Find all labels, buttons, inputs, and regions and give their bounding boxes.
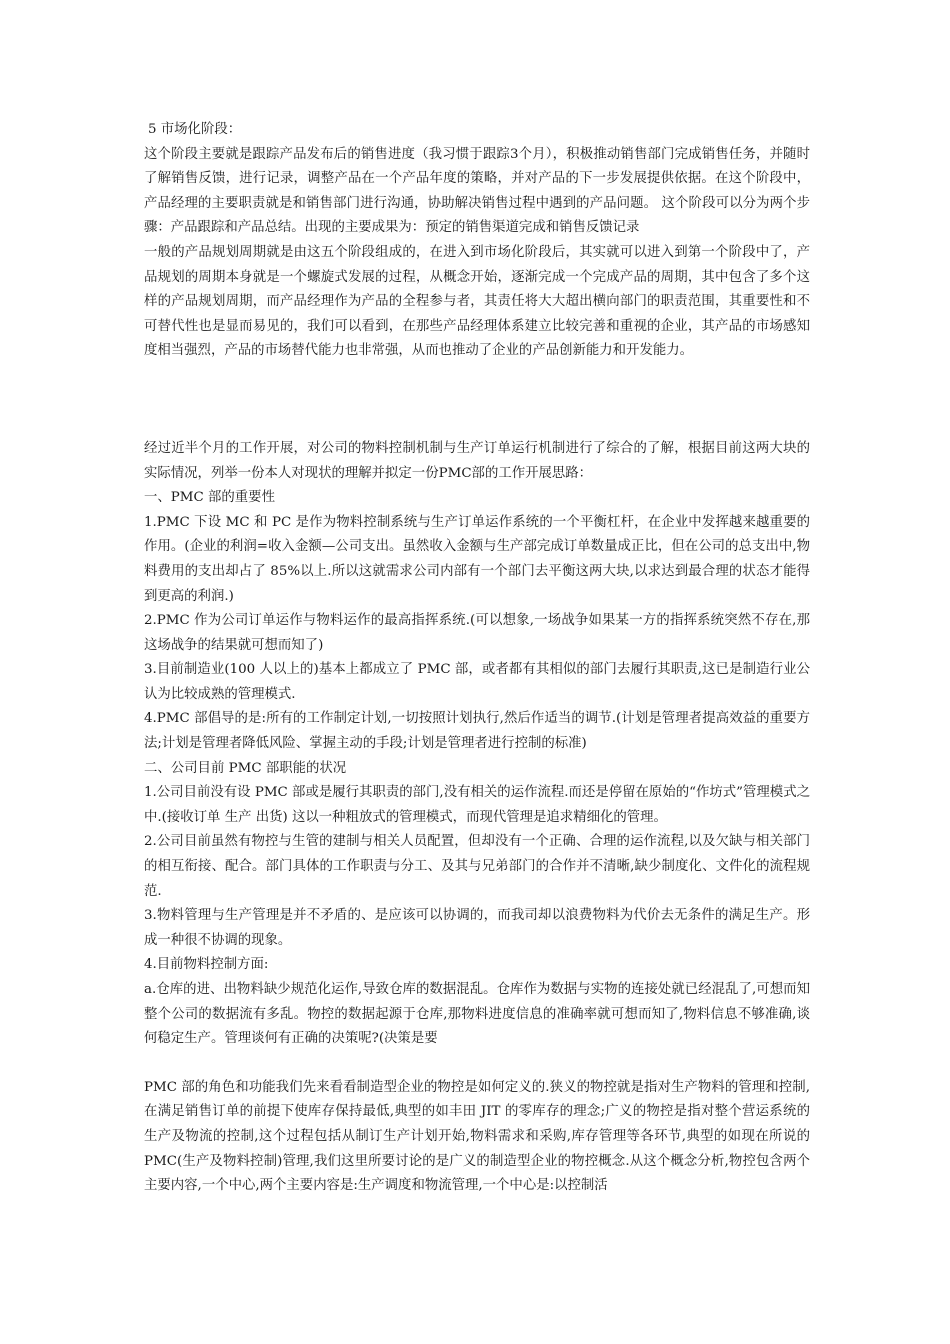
list-item: 2.PMC 作为公司订单运作与物料运作的最高指挥系统.(可以想象,一场战争如果某一方的指挥系统突然不存在,那这场战争的结果就可想而知了) [144,613,810,653]
list-item: 2.公司目前虽然有物控与生管的建制与相关人员配置，但却没有一个正确、合理的运作流程,以及欠缺与相关部门的相互衔接、配合。部门具体的工作职责与分工、及其与兄弟部门的合作并不清晰,缺少制度化、文件化的流程规范. [144,834,810,899]
paragraph-market-stage: 这个阶段主要就是跟踪产品发布后的销售进度（我习惯于跟踪3个月），积极推动销售部门完成销售任务，并随时了解销售反馈，进行记录，调整产品在一个产品年度的策略，并对产品的下一步发展提供依据。在这个阶段中，产品经理的主要职责就是和销售部门进行沟通，协助解决销售过程中遇到的产品问题。 这个阶段可以分为两个步骤：产品跟踪和产品总结。出现的主要成果为：预定的销售渠道完成和销售反馈记录 [144,146,810,236]
list-item: 3.目前制造业(100 人以上的)基本上都成立了 PMC 部，或者都有其相似的部门去履行其职责,这已是制造行业公认为比较成熟的管理模式. [144,662,810,702]
spacer [144,364,810,437]
list-item: 4.PMC 部倡导的是:所有的工作制定计划,一切按照计划执行,然后作适当的调节.(计划是管理者提高效益的重要方法;计划是管理者降低风险、掌握主动的手段;计划是管理者进行控制的标准) [144,711,810,752]
list-item: a.仓库的进、出物料缺少规范化运作,导致仓库的数据混乱。仓库作为数据与实物的连接处就已经混乱了,可想而知整个公司的数据流有多乱。物控的数据起源于仓库,那物料进度信息的准确率就可想而知了,物料信息不够准确,谈何稳定生产。管理谈何有正确的决策呢?(决策是要 [144,982,810,1047]
section-heading-pmc-status: 二、公司目前 PMC 部职能的状况 [144,760,347,776]
section-heading-pmc-importance: 一、PMC 部的重要性 [144,490,275,506]
list-item: 4.目前物料控制方面: [144,957,269,973]
list-item: 3.物料管理与生产管理是并不矛盾的、是应该可以协调的，而我司却以浪费物料为代价去无条件的满足生产。形成一种很不协调的现象。 [144,908,810,948]
spacer [144,1052,810,1076]
list-item: 1.公司目前没有设 PMC 部或是履行其职责的部门,没有相关的运作流程.而还是停留在原始的“作坊式”管理模式之中.(接收订单 生产 出货) 这以一种粗放式的管理模式，而现代管理是追求精细化的管理。 [144,785,810,825]
paragraph-pmc-role: PMC 部的角色和功能我们先来看看制造型企业的物控是如何定义的.狭义的物控就是指对生产物料的管理和控制,在满足销售订单的前提下使库存保持最低,典型的如丰田 JIT 的零库存的理念;广义的物控是指对整个营运系统的生产及物流的控制,这个过程包括从制订生产计划开始,物料需求和采购,库存管理等各环节,典型的如现在所说的 PMC(生产及物料控制)管理,我们这里所要讨论的是广义的制造型企业的物控概念.从这个概念分析,物控包含两个主要内容,一个中心,两个主要内容是:生产调度和物流管理,一个中心是:以控制活 [144,1079,810,1194]
document-page [144,118,810,1199]
section-heading-market-stage: 5 市场化阶段： [148,122,242,137]
paragraph-product-cycle: 一般的产品规划周期就是由这五个阶段组成的，在进入到市场化阶段后，其实就可以进入到第一个阶段中了，产品规划的周期本身就是一个螺旋式发展的过程，从概念开始，逐渐完成一个完成产品的周期，其中包含了多个这样的产品规划周期，而产品经理作为产品的全程参与者，其责任将大大超出横向部门的职责范围，其重要性和不可替代性也是显而易见的，我们可以看到，在那些产品经理体系建立比较完善和重视的企业，其产品的市场感知度相当强烈，产品的市场替代能力也非常强，从而也推动了企业的产品创新能力和开发能力。 [144,244,810,359]
list-item: 1.PMC 下设 MC 和 PC 是作为物料控制系统与生产订单运作系统的一个平衡杠杆，在企业中发挥越来越重要的作用。(企业的利润=收入金额—公司支出。虽然收入金额与生产部完成订单数量成正比，但在公司的总支出中,物料费用的支出却占了 85%以上.所以这就需求公司内部有一个部门去平衡这两大块,以求达到最合理的状态才能得到更高的利润.) [144,514,810,604]
paragraph-pmc-intro: 经过近半个月的工作开展，对公司的物料控制机制与生产订单运行机制进行了综合的了解，根据目前这两大块的实际情况，列举一份本人对现状的理解并拟定一份PMC部的工作开展思路： [144,440,810,481]
